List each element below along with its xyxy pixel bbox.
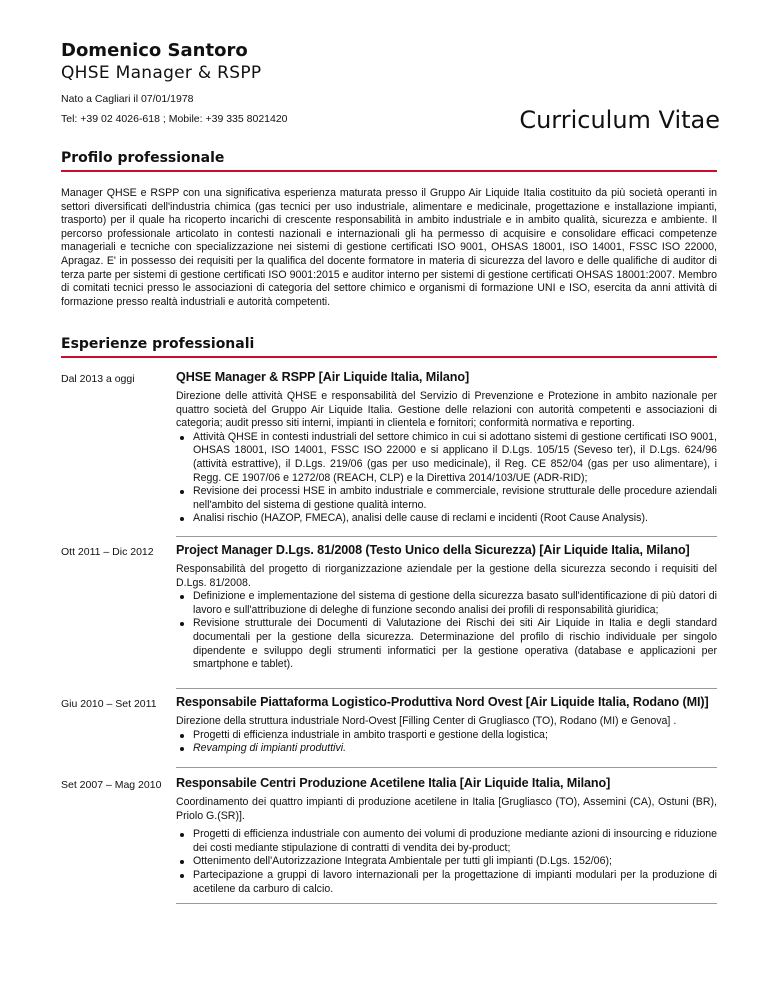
bullet-icon <box>180 833 184 837</box>
bullet-text: Partecipazione a gruppi di lavoro internazionali per la progettazione di impianti modulari per la produzione di acetilene da carburo di calcio. <box>193 868 717 895</box>
experience-body <box>176 776 717 896</box>
profile-text: Manager QHSE e RSPP con una significativa esperienza maturata presso il Gruppo Air Liquide Italia costituito da più società operanti in settori diversificati dell'industria chimica (gas tecnici per uso industriale, alimentare e medicinale, progettazione e installazione impianti, trasporto) per il quale ha ricoperto incarichi di crescente responsabilità in ambito industriale e in ambito qualità, sicurezza e ambiente. Il percorso professionale articolato in contesti nazionali e internazionali gli ha permesso di acquisire e consolidare efficaci competenze manageriali e tecniche con specializzazione nei sistemi di gestione certificati ISO 9001, OHSAS 18001, ISO 14001, FSSC ISO 22000, Apragaz. E' in possesso dei requisiti per la qualifica del docente formatore in materia di sicurezza del lavoro e delle qualifiche di auditor di terza parte per sistemi di gestione certificati ISO 9001:2015 e auditor interno per sistemi di gestione certificati OHSAS 18001:2007. Membro di comitati tecnici presso le associazioni di categoria del settore chimico e organismi di formazione UNI e ISO, esercita da anni attività di formazione presso realtà industriali e autorità competenti. <box>61 187 717 308</box>
experience-description: Direzione delle attività QHSE e responsabilità del Servizio di Prevenzione e Protezione in ambito nazionale per quattro società del Gruppo Air Liquide Italia. Gestione delle relazioni con autorità competenti e associazioni di categoria; audit presso siti interni, impianti in clientela e fornitori; conformità normativa e reporting. <box>176 390 717 430</box>
experience-bullet <box>176 431 717 485</box>
experience-body <box>176 370 717 526</box>
bullet-text: Revisione dei processi HSE in ambito industriale e commerciale, revisione strutturale delle procedure aziendali nell'ambito del sistema di gestione qualità interno. <box>193 485 717 511</box>
bullet-icon <box>180 436 184 440</box>
experience-divider <box>176 767 717 768</box>
experience-bullet <box>176 590 717 617</box>
bullet-text: Analisi rischio (HAZOP, FMECA), analisi delle cause di reclami e incidenti (Root Cause Analysis). <box>193 512 648 525</box>
bullet-icon <box>180 860 184 864</box>
experience-title: Responsabile Piattaforma Logistico-Produttiva Nord Ovest [Air Liquide Italia, Rodano (MI)] <box>176 695 709 709</box>
experience-title: QHSE Manager & RSPP [Air Liquide Italia, Milano] <box>176 370 470 384</box>
bullet-icon <box>180 490 184 494</box>
experience-description: Responsabilità del progetto di riorganizzazione aziendale per la gestione della sicurezza secondo i requisiti del D.Lgs. 81/2008. <box>176 563 717 589</box>
experience-bullet-list <box>176 729 717 756</box>
profile-section-divider <box>61 170 717 172</box>
bullet-text: Definizione e implementazione del sistema di gestione della sicurezza basato sull'identificazione di più datori di lavoro e sull'attribuzione di deleghe di funzione secondo analisi dei profili di responsabilità giuridica; <box>193 590 717 616</box>
bullet-text: Revamping di impianti produttivi. <box>193 742 347 755</box>
experience-bullet <box>176 869 717 896</box>
experience-bullet <box>176 617 717 671</box>
experience-date: Set 2007 – Mag 2010 <box>61 779 162 791</box>
experience-bullet-list <box>176 431 717 526</box>
experience-bullet-list <box>176 590 717 672</box>
experience-date: Ott 2011 – Dic 2012 <box>61 546 154 558</box>
birth-info: Nato a Cagliari il 07/01/1978 <box>61 93 194 105</box>
experience-date: Dal 2013 a oggi <box>61 373 135 385</box>
experience-section-divider <box>61 356 717 358</box>
document-title: Curriculum Vitae <box>519 106 720 134</box>
bullet-icon <box>180 622 184 626</box>
bullet-icon <box>180 747 184 751</box>
experience-description: Coordinamento dei quattro impianti di produzione acetilene in Italia [Grugliasco (TO), Assemini (CA), Ostuni (BR), Priolo G.(SR)]. <box>176 796 717 822</box>
experience-bullet <box>176 855 717 869</box>
experience-description: Direzione della struttura industriale Nord-Ovest [Filling Center di Grugliasco (TO), Rodano (MI) e Genova] . <box>176 715 677 727</box>
bullet-icon <box>180 874 184 878</box>
contact-info: Tel: +39 02 4026-618 ; Mobile: +39 335 8021420 <box>61 113 288 125</box>
experience-bullet <box>176 742 717 756</box>
experience-section-title: Esperienze professionali <box>61 336 255 352</box>
bullet-icon <box>180 517 184 521</box>
experience-divider <box>176 688 717 689</box>
experience-title: Responsabile Centri Produzione Acetilene Italia [Air Liquide Italia, Milano] <box>176 776 611 790</box>
experience-body <box>176 695 717 756</box>
experience-body <box>176 543 717 672</box>
experience-divider <box>176 903 717 904</box>
experience-title: Project Manager D.Lgs. 81/2008 (Testo Unico della Sicurezza) [Air Liquide Italia, Milano] <box>176 543 690 557</box>
bullet-text: Attività QHSE in contesti industriali del settore chimico in cui si adottano sistemi di gestione certificati ISO 9001, OHSAS 18001, ISO 14001, FSSC ISO 22000 e si applicano il D.Lgs. 105/15 (Seveso ter), il D.Lgs. 624/96 (attività estrattive), il D.Lgs. 219/06 (gas per uso medicinale), il Reg. CE 852/04 (gas per uso alimentare), i Regg. CE 1907/06 e 1272/08 (REACH, CLP) e la Direttiva 2014/103/UE (ADR-RID); <box>193 430 717 484</box>
candidate-name: Domenico Santoro <box>61 40 248 61</box>
bullet-text: Progetti di efficienza industriale con aumento dei volumi di produzione mediante azioni di insourcing e riduzione dei costi mediante stipulazione di contratti di vendita dei by-product; <box>193 828 717 854</box>
candidate-role: QHSE Manager & RSPP <box>61 63 262 83</box>
experience-bullet <box>176 729 717 743</box>
bullet-icon <box>180 595 184 599</box>
experience-bullet <box>176 828 717 855</box>
bullet-icon <box>180 734 184 738</box>
bullet-text: Revisione strutturale dei Documenti di Valutazione dei Rischi dei siti Air Liquide in Italia e degli standard documentali per la gestione della sicurezza. Determinazione del profilo di rischio individuale per singolo dipendente e sviluppo degli strumenti informatici per la gestione operativa (database e applicazioni per smartphone e tablet). <box>193 617 717 671</box>
experience-bullet <box>176 512 717 526</box>
experience-divider <box>176 536 717 537</box>
experience-bullet-list <box>176 828 717 896</box>
experience-bullet <box>176 485 717 512</box>
bullet-text: Progetti di efficienza industriale in ambito trasporti e gestione della logistica; <box>193 728 548 741</box>
experience-date: Giu 2010 – Set 2011 <box>61 698 157 710</box>
profile-section-title: Profilo professionale <box>61 150 225 166</box>
bullet-text: Ottenimento dell'Autorizzazione Integrata Ambientale per tutti gli impianti (D.Lgs. 152/06); <box>193 855 612 868</box>
